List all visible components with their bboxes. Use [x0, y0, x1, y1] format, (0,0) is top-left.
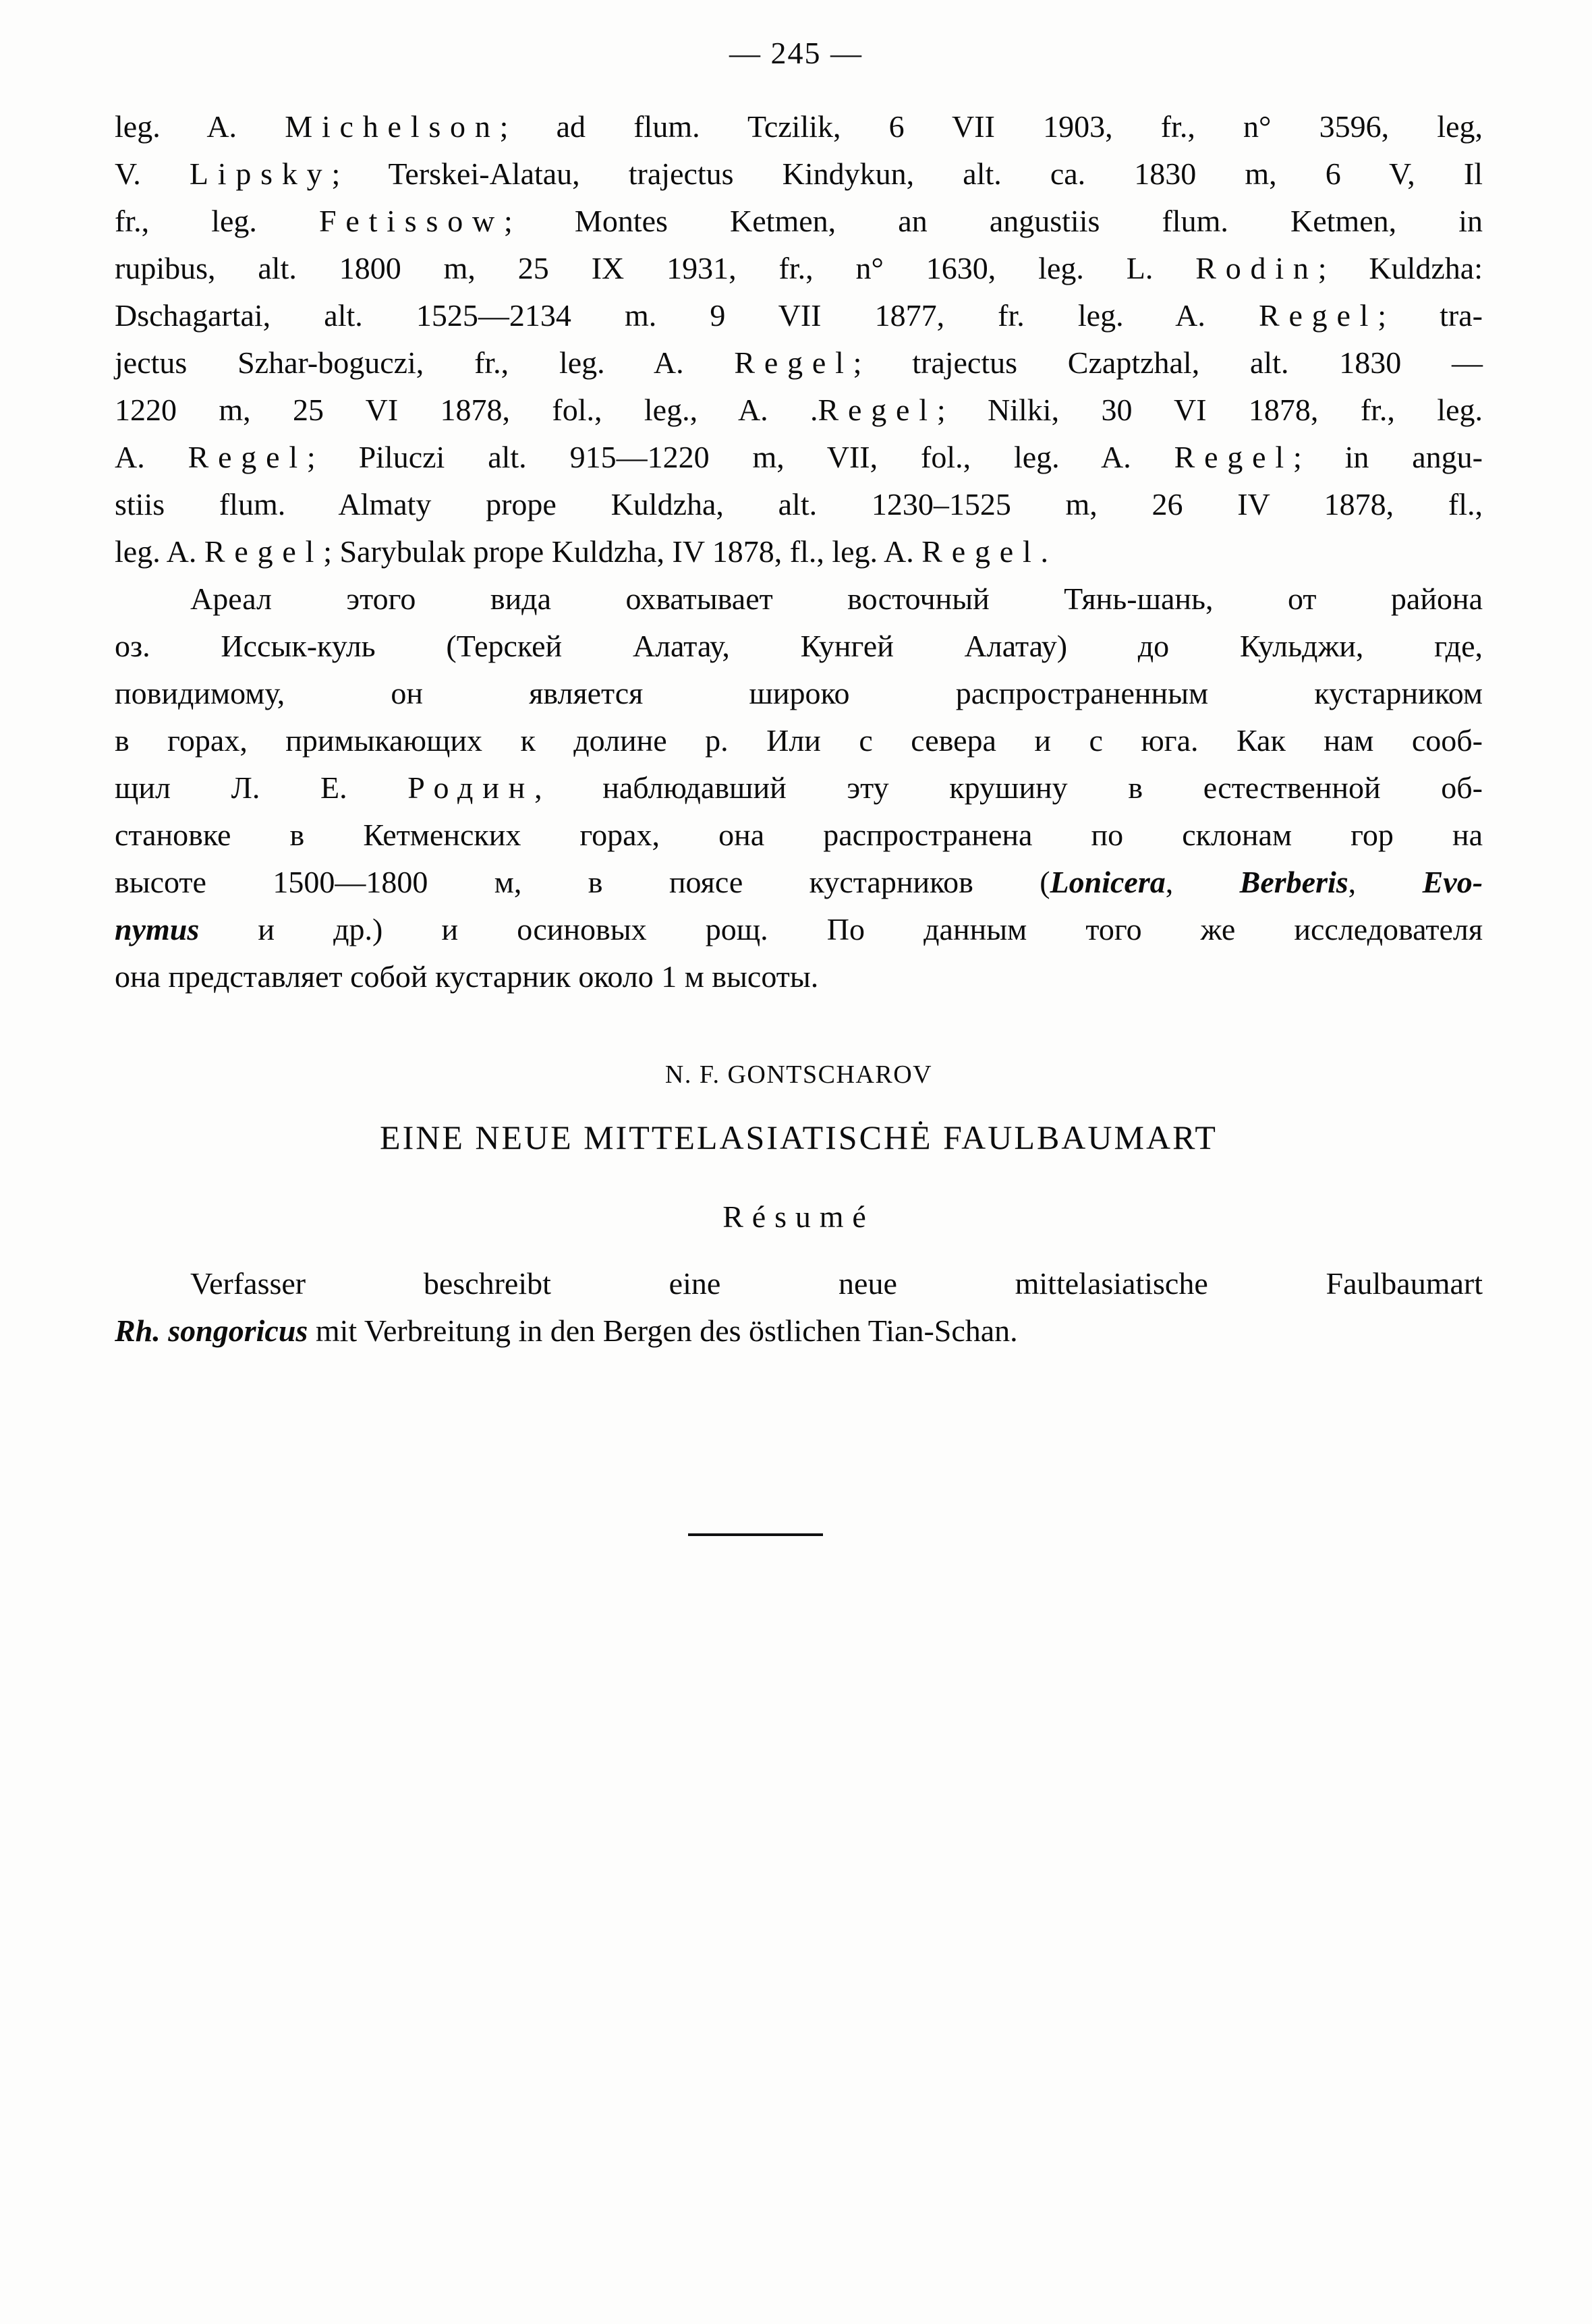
- text-line: nymus и др.) и осиновых рощ. По данным того же исследователя: [115, 912, 1483, 946]
- article-title: EINE NEUE MITTELASIATISCHĖ FAULBAUMART: [380, 1118, 1218, 1156]
- section-divider: [688, 1533, 823, 1536]
- paragraph-russian-area: [115, 575, 1483, 1000]
- paragraph-latin-localities: [115, 103, 1483, 575]
- text-line: Rh. songoricus mit Verbreitung in den Bergen des östlichen Tian-Schan.: [115, 1313, 1018, 1348]
- paragraph-german-resume: [115, 1260, 1483, 1355]
- text-line: leg. A. Regel; Sarybulak prope Kuldzha, IV 1878, fl., leg. A. Regel.: [115, 534, 1049, 569]
- text-line: rupibus, alt. 1800 m, 25 IX 1931, fr., n° 1630, leg. L. Rodin; Kuldzha:: [115, 251, 1483, 285]
- text-line: V. Lipsky; Terskei-Alatau, trajectus Kindykun, alt. ca. 1830 m, 6 V, Il: [115, 157, 1483, 191]
- text-line: fr., leg. Fetissow; Montes Ketmen, an angustiis flum. Ketmen, in: [115, 204, 1483, 238]
- author-heading: N. F. GONTSCHAROV: [664, 1060, 933, 1089]
- text-line: leg. A. Michelson; ad flum. Tczilik, 6 VII 1903, fr., n° 3596, leg,: [115, 109, 1483, 144]
- text-line: повидимому, он является широко распространенным кустарником: [115, 676, 1483, 710]
- text-line: она представляет собой кустарник около 1 м высоты.: [115, 959, 819, 994]
- text-line: Dschagartai, alt. 1525—2134 m. 9 VII 1877, fr. leg. A. Regel; tra-: [115, 298, 1483, 333]
- text-line: щил Л. Е. Родин, наблюдавший эту крушину в естественной об-: [115, 770, 1483, 805]
- text-line: A. Regel; Piluczi alt. 915—1220 m, VII, fol., leg. A. Regel; in angu-: [115, 440, 1483, 474]
- text-line: в горах, примыкающих к долине р. Или с севера и с юга. Как нам сооб-: [115, 723, 1483, 758]
- text-line: высоте 1500—1800 м, в поясе кустарников (Lonicera, Berberis, Evo-: [115, 865, 1483, 899]
- text-line: jectus Szhar-boguczi, fr., leg. A. Regel; trajectus Czaptzhal, alt. 1830 —: [115, 345, 1483, 380]
- text-line: stiis flum. Almaty prope Kuldzha, alt. 1230–1525 m, 26 IV 1878, fl.,: [115, 487, 1483, 521]
- text-line: 1220 m, 25 VI 1878, fol., leg., A. .Regel; Nilki, 30 VI 1878, fr., leg.: [115, 393, 1483, 427]
- text-line: Verfasser beschreibt eine neue mittelasiatische Faulbaumart: [190, 1266, 1483, 1301]
- resume-heading: Résumé: [722, 1199, 875, 1234]
- text-line: Ареал этого вида охватывает восточный Тянь-шань, от района: [190, 582, 1483, 616]
- text-line: становке в Кетменских горах, она распространена по склонам гор на: [115, 818, 1483, 852]
- page-number: — 245 —: [729, 36, 863, 70]
- text-line: оз. Иссык-куль (Терскей Алатау, Кунгей Алатау) до Кульджи, где,: [115, 629, 1483, 663]
- text-column: [115, 103, 1483, 1355]
